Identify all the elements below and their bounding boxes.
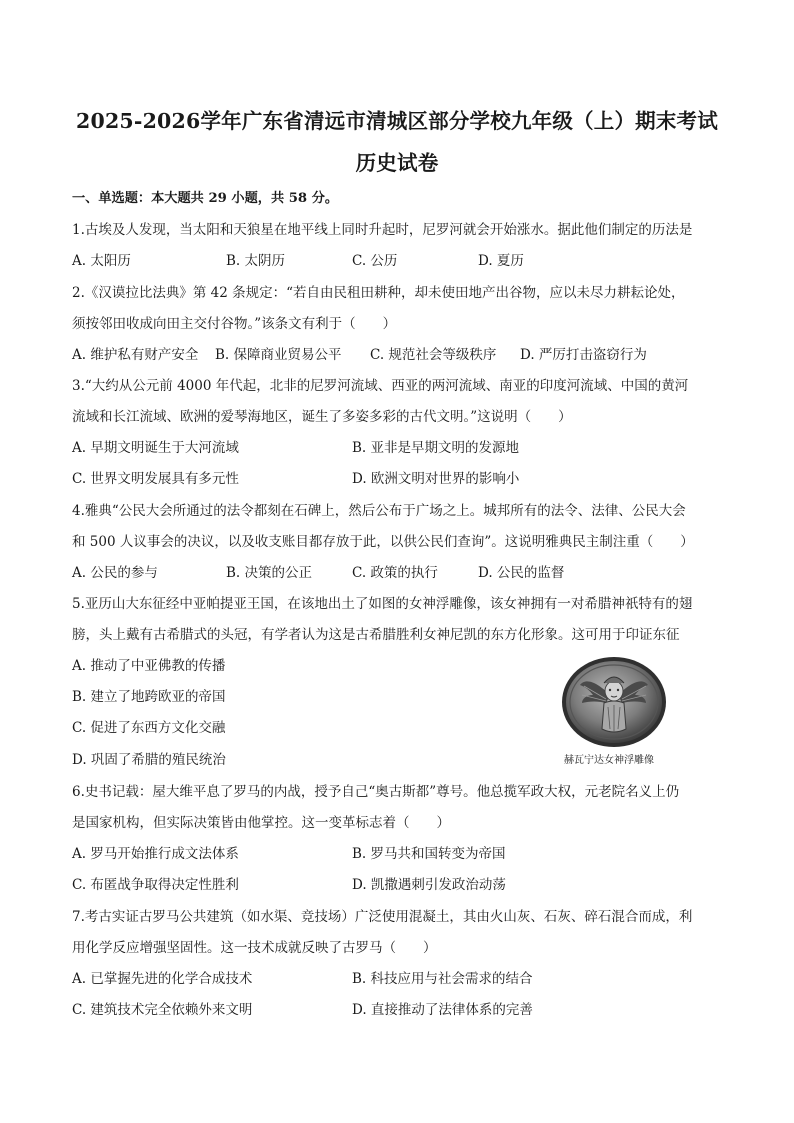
option-b: B. 建立了地跨欧亚的帝国 — [72, 689, 226, 705]
exam-title-line1: 2025-2026学年广东省清远市清城区部分学校九年级（上）期末考试 — [76, 109, 718, 133]
question-text: 膀，头上戴有古希腊式的头冠，有学者认为这是古希腊胜利女神尼凯的东方化形象。这可用于印证东征 — [72, 627, 680, 643]
option-a: A. 维护私有财产安全 — [72, 347, 199, 363]
option-a: A. 罗马开始推行成文法体系 — [72, 846, 239, 862]
option-c: C. 政策的执行 — [352, 565, 438, 581]
question-text: 和 500 人议事会的决议，以及收支账目都存放于此，以供公民们查询”。这说明雅典民主制注重（ ） — [72, 534, 694, 550]
question-text: 6.史书记载：屋大维平息了罗马的内战，授予自己“奥古斯都”尊号。他总揽军政大权，元老院名义上仍 — [72, 784, 680, 800]
option-c: C. 建筑技术完全依赖外来文明 — [72, 1002, 253, 1018]
option-d: D. 凯撒遇刺引发政治动荡 — [352, 877, 506, 893]
option-b: B. 决策的公正 — [226, 565, 313, 581]
option-b: B. 太阴历 — [226, 253, 286, 269]
option-d: D. 夏历 — [478, 253, 524, 269]
coin-relief-icon — [560, 655, 668, 749]
option-d: D. 公民的监督 — [478, 565, 565, 581]
option-d: D. 直接推动了法律体系的完善 — [352, 1002, 533, 1018]
option-d: D. 巩固了希腊的殖民统治 — [72, 752, 226, 768]
image-caption: 赫瓦宁达女神浮雕像 — [564, 755, 654, 766]
option-a: A. 早期文明诞生于大河流域 — [72, 440, 239, 456]
option-a: A. 太阳历 — [72, 253, 131, 269]
option-c: C. 规范社会等级秩序 — [370, 347, 497, 363]
section-heading: 一、单选题：本大题共 29 小题，共 58 分。 — [72, 191, 339, 206]
option-d: D. 严厉打击盗窃行为 — [520, 347, 647, 363]
option-c: C. 布匿战争取得决定性胜利 — [72, 877, 239, 893]
question-text: 5.亚历山大东征经中亚帕提亚王国，在该地出土了如图的女神浮雕像，该女神拥有一对希腊神祇特有的翅 — [72, 596, 693, 612]
option-c: C. 公历 — [352, 253, 398, 269]
option-c: C. 世界文明发展具有多元性 — [72, 471, 239, 487]
question-text: 流域和长江流域、欧洲的爱琴海地区，诞生了多姿多彩的古代文明。”这说明（ ） — [72, 409, 572, 425]
option-c: C. 促进了东西方文化交融 — [72, 720, 226, 736]
option-b: B. 罗马共和国转变为帝国 — [352, 846, 506, 862]
option-a: A. 公民的参与 — [72, 565, 158, 581]
question-text: 须按邻田收成向田主交付谷物。”该条文有利于（ ） — [72, 316, 397, 332]
option-a: A. 推动了中亚佛教的传播 — [72, 658, 226, 674]
goddess-relief-image — [560, 655, 668, 753]
question-text: 2.《汉谟拉比法典》第 42 条规定：“若自由民租田耕种，却未使田地产出谷物，应以未尽力耕耘论处， — [72, 285, 685, 301]
question-text: 是国家机构，但实际决策皆由他掌控。这一变革标志着（ ） — [72, 815, 450, 831]
question-text: 1.古埃及人发现，当太阳和天狼星在地平线上同时升起时，尼罗河就会开始涨水。据此他们制定的历法是 — [72, 222, 693, 238]
option-b: B. 保障商业贸易公平 — [215, 347, 342, 363]
question-text: 4.雅典“公民大会所通过的法令都刻在石碑上，然后公布于广场之上。城邦所有的法令、法律、公民大会 — [72, 503, 686, 519]
option-a: A. 已掌握先进的化学合成技术 — [72, 971, 253, 987]
question-text: 用化学反应增强坚固性。这一技术成就反映了古罗马（ ） — [72, 940, 437, 956]
option-d: D. 欧洲文明对世界的影响小 — [352, 471, 520, 487]
exam-title-line2: 历史试卷 — [355, 151, 439, 175]
option-b: B. 科技应用与社会需求的结合 — [352, 971, 533, 987]
question-text: 3.“大约从公元前 4000 年代起，北非的尼罗河流域、西亚的两河流域、南亚的印度河流域、中国的黄河 — [72, 378, 689, 394]
question-text: 7.考古实证古罗马公共建筑（如水渠、竞技场）广泛使用混凝土，其由火山灰、石灰、碎石混合而成，利 — [72, 909, 693, 925]
option-b: B. 亚非是早期文明的发源地 — [352, 440, 520, 456]
